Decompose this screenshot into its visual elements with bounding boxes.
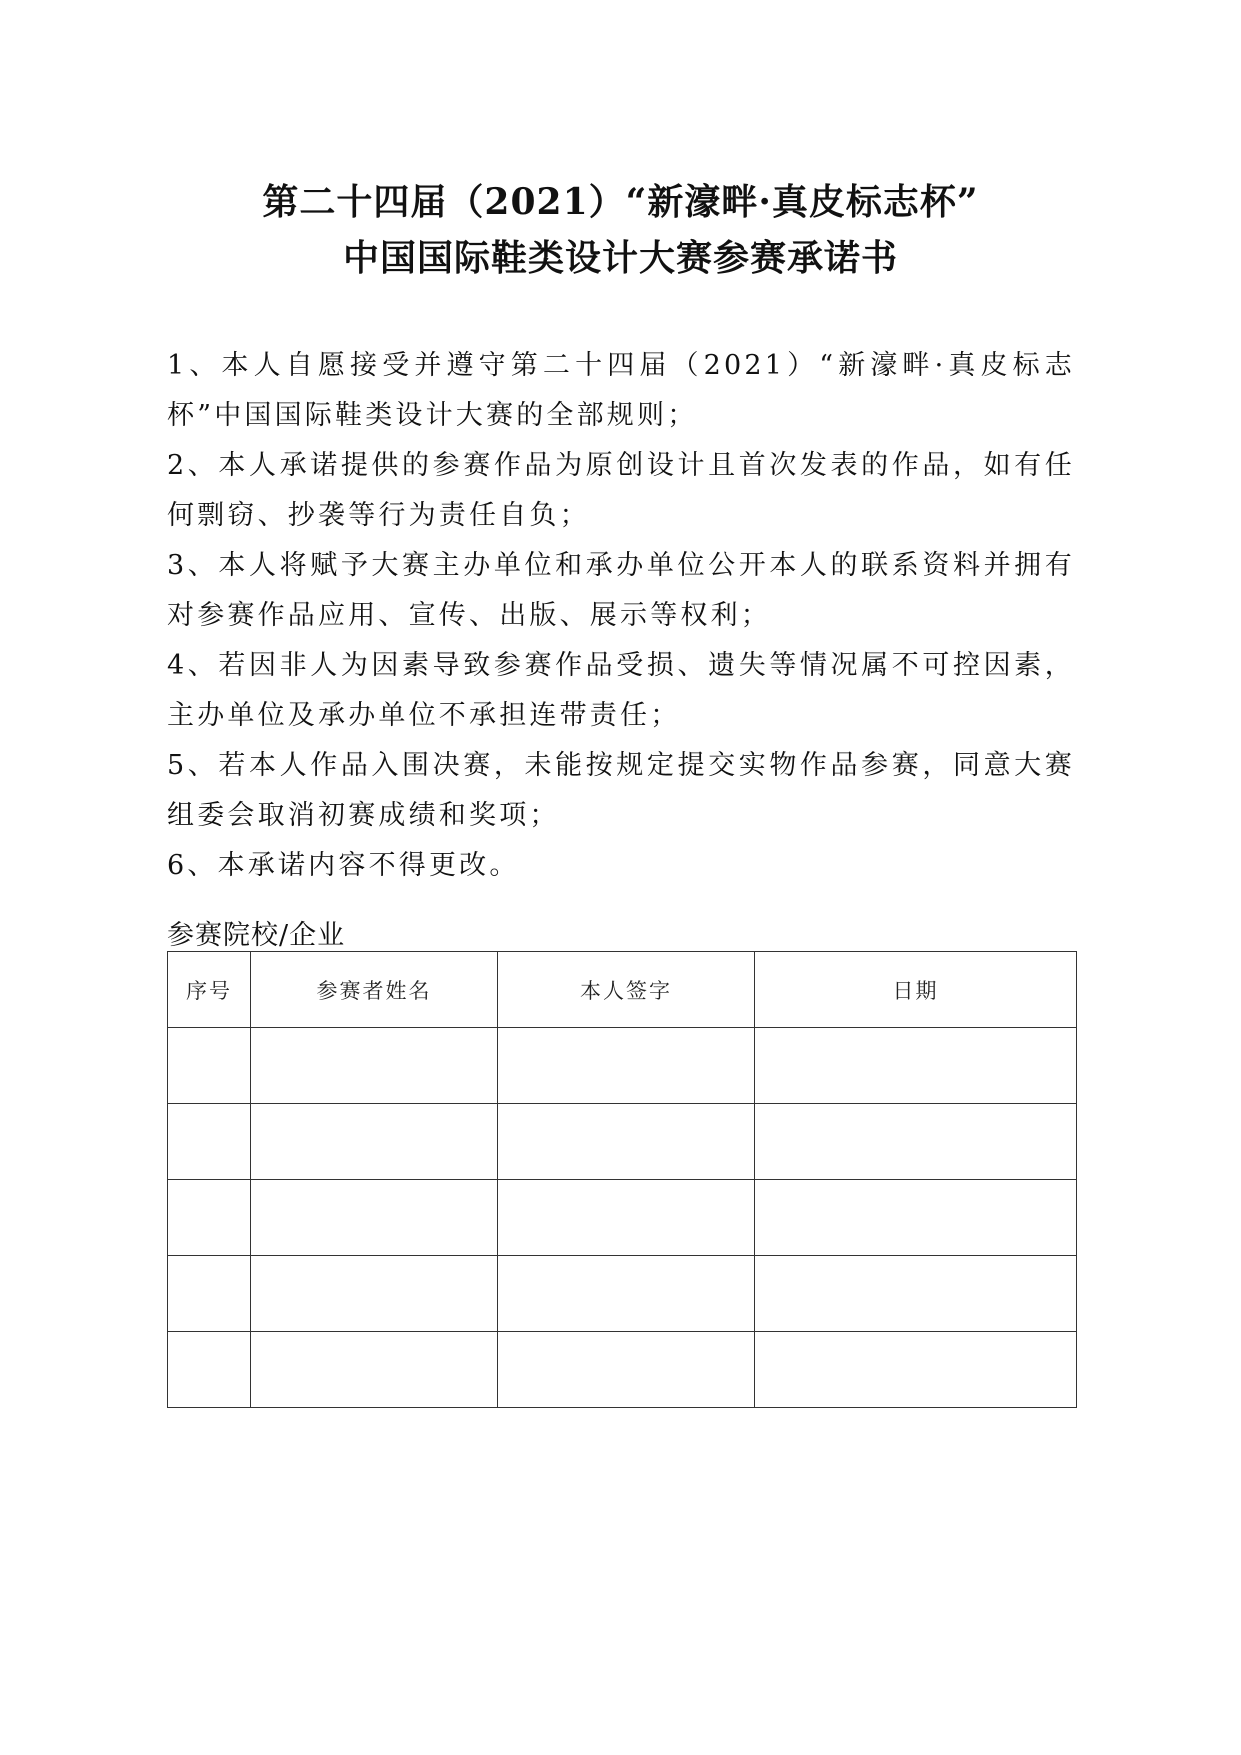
serial-number-cell[interactable] — [168, 1104, 251, 1180]
signature-cell[interactable] — [498, 1332, 755, 1408]
participant-name-cell[interactable] — [251, 1180, 498, 1256]
signature-table — [167, 951, 1077, 1408]
clause-3: 3、本人将赋予大赛主办单位和承办单位公开本人的联系资料并拥有对参赛作品应用、宣传、出版、展示等权利； — [167, 550, 1075, 631]
participant-name-cell[interactable] — [251, 1028, 498, 1104]
signature-cell[interactable] — [498, 1028, 755, 1104]
date-cell[interactable] — [755, 1028, 1077, 1104]
commitment-clauses — [167, 341, 1075, 891]
table-row — [168, 1028, 1077, 1104]
clause-6: 6、本承诺内容不得更改。 — [167, 850, 520, 881]
header-signature: 本人签字 — [498, 952, 755, 1028]
table-header-row — [168, 952, 1077, 1028]
serial-number-cell[interactable] — [168, 1180, 251, 1256]
header-serial-number: 序号 — [168, 952, 251, 1028]
clause-4: 4、若因非人为因素导致参赛作品受损、遗失等情况属不可控因素，主办单位及承办单位不承担连带责任； — [167, 650, 1075, 731]
signature-cell[interactable] — [498, 1180, 755, 1256]
document-title-line1: 第二十四届（2021）“新濠畔·真皮标志杯” — [262, 181, 979, 223]
date-cell[interactable] — [755, 1256, 1077, 1332]
header-participant-name: 参赛者姓名 — [251, 952, 498, 1028]
table-row — [168, 1332, 1077, 1408]
clause-1: 1、本人自愿接受并遵守第二十四届（2021）“新濠畔·真皮标志杯”中国国际鞋类设计大赛的全部规则； — [167, 350, 1075, 431]
serial-number-cell[interactable] — [168, 1256, 251, 1332]
date-cell[interactable] — [755, 1332, 1077, 1408]
table-row — [168, 1104, 1077, 1180]
table-row — [168, 1256, 1077, 1332]
participating-org-label: 参赛院校/企业 — [167, 920, 346, 951]
date-cell[interactable] — [755, 1180, 1077, 1256]
serial-number-cell[interactable] — [168, 1332, 251, 1408]
serial-number-cell[interactable] — [168, 1028, 251, 1104]
signature-cell[interactable] — [498, 1256, 755, 1332]
document-title-line2: 中国国际鞋类设计大赛参赛承诺书 — [342, 237, 898, 279]
participant-name-cell[interactable] — [251, 1104, 498, 1180]
clause-2: 2、本人承诺提供的参赛作品为原创设计且首次发表的作品，如有任何剽窃、抄袭等行为责任自负； — [167, 450, 1075, 531]
participant-name-cell[interactable] — [251, 1332, 498, 1408]
table-row — [168, 1180, 1077, 1256]
header-date: 日期 — [755, 952, 1077, 1028]
clause-5: 5、若本人作品入围决赛，未能按规定提交实物作品参赛，同意大赛组委会取消初赛成绩和奖项； — [167, 750, 1075, 831]
date-cell[interactable] — [755, 1104, 1077, 1180]
signature-cell[interactable] — [498, 1104, 755, 1180]
participant-name-cell[interactable] — [251, 1256, 498, 1332]
